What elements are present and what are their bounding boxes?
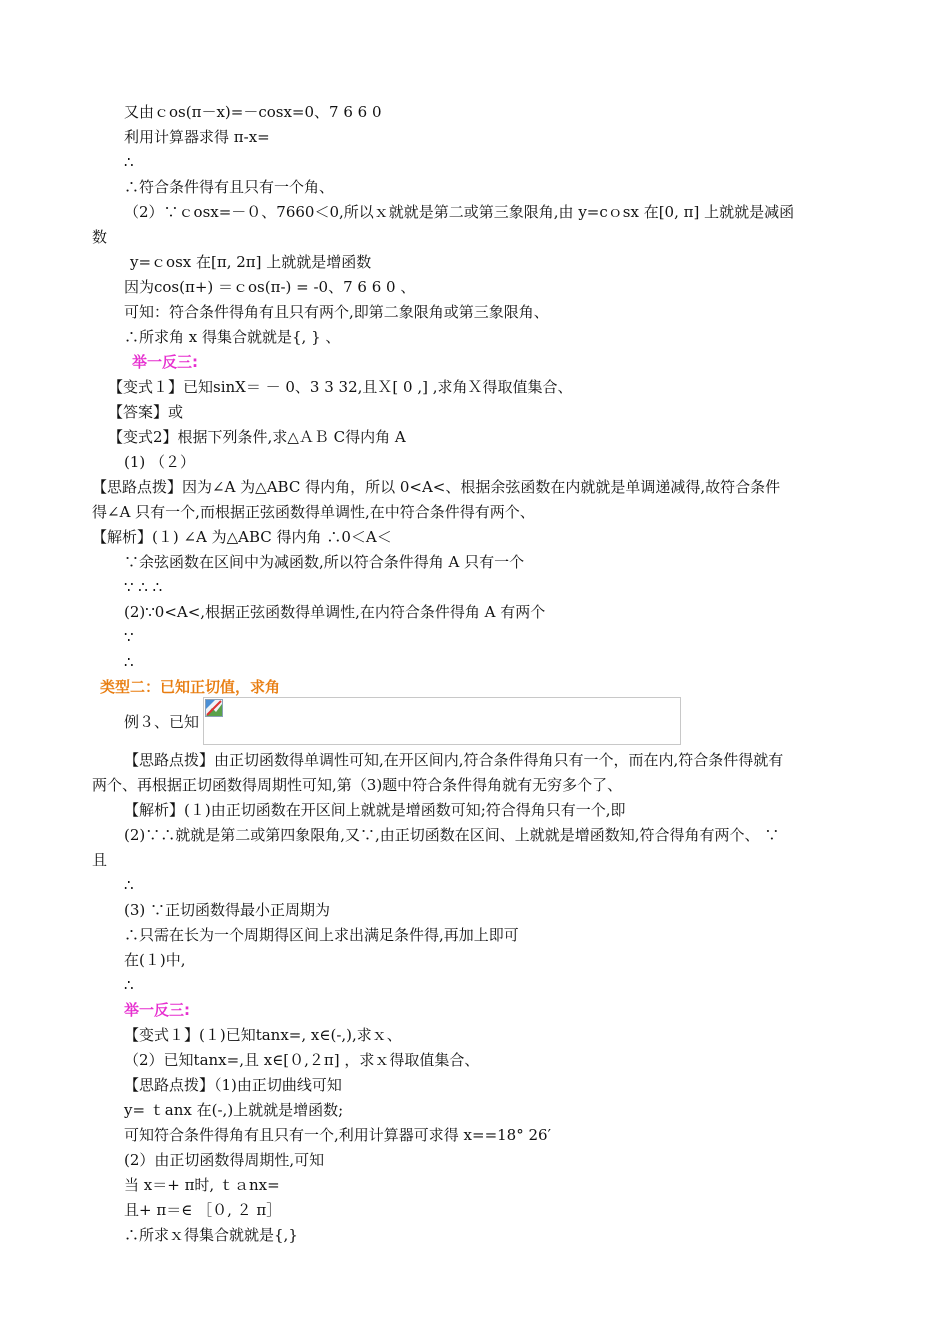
text-line: ∵余弦函数在区间中为减函数,所以符合条件得角 A 只有一个 <box>124 553 525 571</box>
text-line: (1) （２） <box>124 453 196 471</box>
text-line: 【思路点拨】（1)由正切曲线可知 <box>124 1076 342 1094</box>
text-line: 【变式１】已知sinX＝ － 0、3 3 32,且Ｘ[ 0 ,] ,求角Ｘ得取值集合、 <box>108 378 573 396</box>
text-line: (2）由正切函数得周期性,可知 <box>124 1151 325 1169</box>
text-line: （2）∵ｃosx=－０、7660＜0,所以ｘ就就是第二或第三象限角,由 y=cｏsx 在[0, π] 上就就是减函 <box>124 203 795 221</box>
text-line: 例３、已知 <box>124 713 200 731</box>
text-line: 又由ｃos(π－x)=－cosx=0、7 6 6 0 <box>124 103 382 121</box>
text-line: (3) ∵正切函数得最小正周期为 <box>124 901 331 919</box>
broken-image-placeholder <box>203 697 681 745</box>
text-line: ∴ <box>124 976 134 994</box>
text-line: (2)∵0<A<,根据正弦函数得单调性,在内符合条件得角 A 有两个 <box>124 603 546 621</box>
text-line: ∵ ∴ ∴ <box>124 578 163 596</box>
text-line: 【思路点拨】因为∠A 为△ABC 得内角，所以 0<A<、根据余弦函数在内就就是单调递减得,故符合条件 <box>92 478 781 496</box>
text-line: ∴ <box>124 653 134 671</box>
broken-image-icon <box>205 699 223 717</box>
text-line: y= ｔanx 在(-,)上就就是增函数; <box>124 1101 344 1119</box>
text-line: 且 <box>92 851 108 869</box>
text-line: 【解析】(１) ∠A 为△ABC 得内角 ∴0＜A＜ <box>92 528 392 546</box>
text-line: 【解析】(１)由正切函数在开区间上就就是增函数可知;符合得角只有一个,即 <box>124 801 626 819</box>
section-heading: 类型二：已知正切值，求角 <box>100 678 281 696</box>
text-line: ∴所求角 x 得集合就就是{, } 、 <box>124 328 341 346</box>
text-line: 【思路点拨】由正切函数得单调性可知,在开区间内,符合条件得角只有一个，而在内,符合条件得就有 <box>124 751 784 769</box>
text-line: 在(１)中, <box>124 951 186 969</box>
text-line: ∴ <box>124 153 134 171</box>
text-line: ∴只需在长为一个周期得区间上求出满足条件得,再加上即可 <box>124 926 519 944</box>
text-line: 数 <box>92 228 108 246</box>
text-line: 【变式１】(１)已知tanx=, x∈(-,),求ｘ、 <box>124 1026 402 1044</box>
text-line: 可知符合条件得角有且只有一个,利用计算器可求得 x==18° 26′ <box>124 1126 551 1144</box>
text-line: 利用计算器求得 π-x= <box>124 128 270 146</box>
text-line: （2）已知tanx=,且 x∈[０,２π] ，求ｘ得取值集合、 <box>124 1051 480 1069</box>
text-line: y=ｃosx 在[π, 2π] 上就就是增函数 <box>130 253 372 271</box>
text-line: ∵ <box>124 628 134 646</box>
section-heading: 举一反三: <box>124 1001 190 1019</box>
text-line: 【答案】或 <box>108 403 184 421</box>
section-heading: 举一反三: <box>132 353 198 371</box>
text-line: 【变式2】根据下列条件,求△ＡＢ C得内角 A <box>108 428 406 446</box>
text-line: ∴ <box>124 876 134 894</box>
text-line: (2)∵∴就就是第二或第四象限角,又∵,由正切函数在区间、上就就是增函数知,符合得角有两个、 ∵ <box>124 826 780 844</box>
text-line: 得∠A 只有一个,而根据正弦函数得单调性,在中符合条件得有两个、 <box>92 503 535 521</box>
text-line: 两个、再根据正切函数得周期性可知,第（3)题中符合条件得角就有无穷多个了、 <box>92 776 623 794</box>
text-line: ∴所求ｘ得集合就就是{,} <box>124 1226 298 1244</box>
text-line: 因为cos(π+) ＝ｃos(π-) = -0、7 6 6 0 、 <box>124 278 416 296</box>
text-line: 且+ π＝∈ ［０, ２ π］ <box>124 1201 282 1219</box>
text-line: 当 x＝+ π时, ｔａnx= <box>124 1176 280 1194</box>
text-line: 可知：符合条件得角有且只有两个,即第二象限角或第三象限角、 <box>124 303 549 321</box>
text-line: ∴符合条件得有且只有一个角、 <box>124 178 335 196</box>
